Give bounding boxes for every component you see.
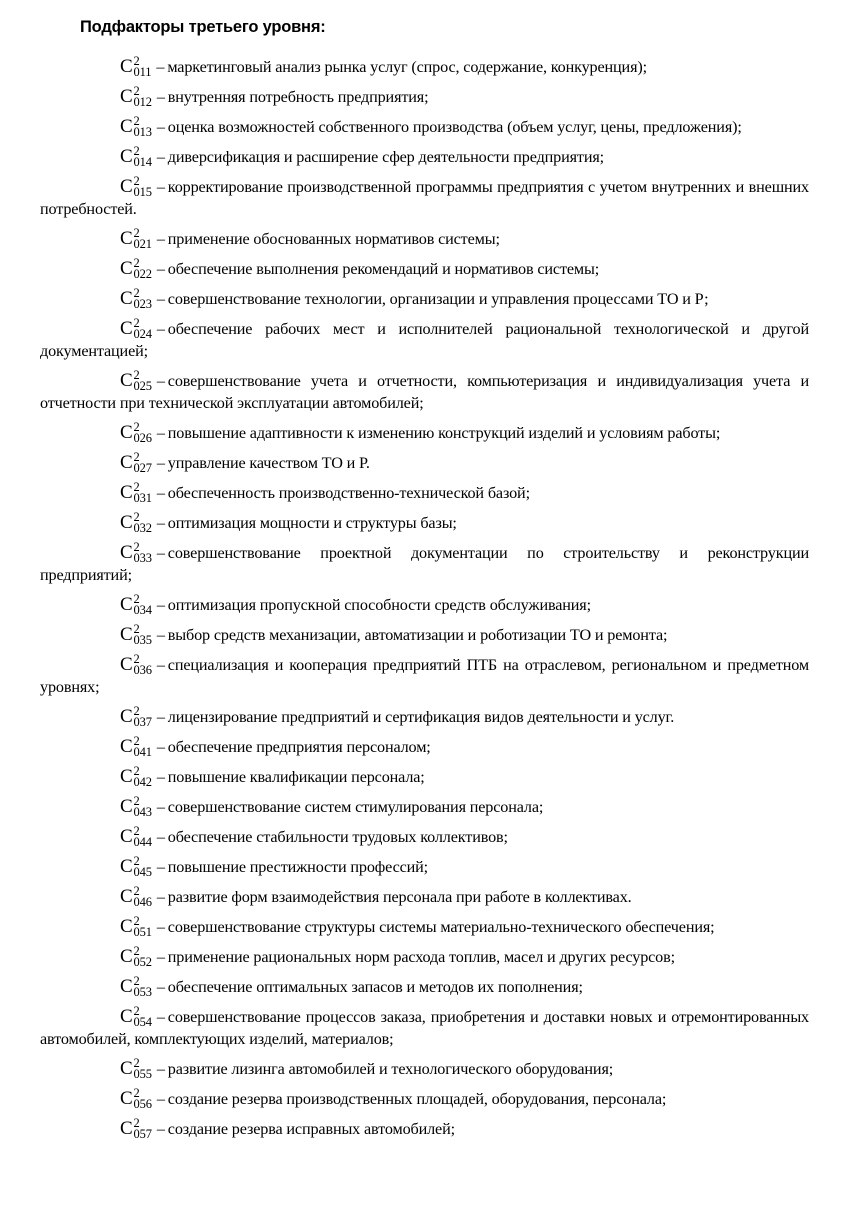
symbol-subscript: 041: [133, 745, 152, 759]
subfactor-text: корректирование производственной программы предприятия с учетом внутренних и внешних потребностей.: [40, 178, 809, 218]
symbol-subscript: 011: [133, 65, 152, 79]
symbol-superscript: 2: [133, 144, 140, 158]
subfactor-symbol: [80, 825, 152, 848]
symbol-subscript: 055: [133, 1067, 152, 1081]
symbol-letter: C: [120, 916, 133, 937]
subfactor-text: применение обоснованных нормативов системы;: [167, 230, 500, 248]
symbol-superscript: 2: [133, 256, 140, 270]
subfactor-entry: C 2 056 – создание резерва производственных площадей, оборудования, персонала;: [40, 1087, 809, 1110]
subfactor-entry: C 2 012 – внутренняя потребность предприятия;: [40, 85, 809, 108]
subfactor-symbol: [80, 705, 152, 728]
symbol-subscript: 051: [133, 925, 152, 939]
symbol-subscript: 042: [133, 775, 152, 789]
symbol-superscript: 2: [133, 1086, 140, 1100]
subfactor-text: диверсификация и расширение сфер деятельности предприятия;: [167, 148, 605, 166]
symbol-subscript: 052: [133, 955, 152, 969]
symbol-letter: C: [120, 796, 133, 817]
symbol-letter: C: [120, 542, 133, 563]
subfactor-text: совершенствование проектной документации по строительству и реконструкции предприятий;: [40, 544, 809, 584]
symbol-letter: C: [120, 826, 133, 847]
subfactor-text: оптимизация пропускной способности средств обслуживания;: [167, 596, 591, 614]
symbol-superscript: 2: [133, 1116, 140, 1130]
subfactor-entry: C 2 025 – совершенствование учета и отчетности, компьютеризация и индивидуализация учета и отчетности при технической эксплуатации автомобилей;: [40, 368, 809, 412]
symbol-superscript: 2: [133, 1056, 140, 1070]
subfactor-symbol: [80, 55, 151, 78]
symbol-letter: C: [120, 116, 133, 137]
subfactor-symbol: [80, 735, 152, 758]
subfactor-text: оценка возможностей собственного производства (объем услуг, цены, предложения);: [167, 118, 742, 136]
subfactor-text: специализация и кооперация предприятий ПТБ на отраслевом, региональном и предметном уровнях;: [40, 656, 809, 696]
symbol-subscript: 015: [133, 185, 152, 199]
symbol-subscript: 034: [133, 603, 152, 617]
symbol-letter: C: [120, 766, 133, 787]
symbol-superscript: 2: [133, 54, 140, 68]
subfactor-entry: C 2 041 – обеспечение предприятия персоналом;: [40, 735, 809, 758]
symbol-superscript: 2: [133, 510, 140, 524]
symbol-letter: C: [120, 176, 133, 197]
subfactor-symbol: [80, 795, 152, 818]
subfactor-symbol: [80, 511, 152, 534]
subfactor-entry: C 2 046 – развитие форм взаимодействия персонала при работе в коллективах.: [40, 885, 809, 908]
subfactor-text: обеспечение рабочих мест и исполнителей рациональной технологической и другой документацией;: [40, 320, 809, 360]
symbol-letter: C: [120, 370, 133, 391]
symbol-letter: C: [120, 886, 133, 907]
subfactor-entry: C 2 043 – совершенствование систем стимулирования персонала;: [40, 795, 809, 818]
symbol-subscript: 021: [133, 237, 152, 251]
symbol-superscript: 2: [133, 824, 140, 838]
subfactor-text: совершенствование учета и отчетности, компьютеризация и индивидуализация учета и отчетности при технической эксплуатации автомобилей;: [40, 372, 809, 412]
symbol-letter: C: [120, 1118, 133, 1139]
symbol-letter: C: [120, 624, 133, 645]
symbol-subscript: 037: [133, 715, 152, 729]
symbol-letter: C: [120, 482, 133, 503]
subfactor-symbol: [80, 481, 152, 504]
symbol-superscript: 2: [133, 368, 140, 382]
subfactor-text: совершенствование процессов заказа, приобретения и доставки новых и отремонтированных автомобилей, комплектующих изделий, материалов;: [40, 1008, 809, 1048]
subfactor-symbol: [80, 915, 152, 938]
symbol-superscript: 2: [133, 974, 140, 988]
symbol-subscript: 025: [133, 379, 152, 393]
subfactor-text: совершенствование систем стимулирования персонала;: [167, 798, 544, 816]
subfactor-symbol: [80, 765, 152, 788]
subfactor-entry: C 2 021 – применение обоснованных нормативов системы;: [40, 227, 809, 250]
symbol-subscript: 036: [133, 663, 152, 677]
subfactor-symbol: [80, 541, 152, 564]
subfactor-entry: C 2 042 – повышение квалификации персонала;: [40, 765, 809, 788]
symbol-letter: C: [120, 422, 133, 443]
subfactor-text: повышение квалификации персонала;: [167, 768, 425, 786]
symbol-letter: C: [120, 146, 133, 167]
symbol-letter: C: [120, 946, 133, 967]
subfactor-entry: C 2 011 – маркетинговый анализ рынка услуг (спрос, содержание, конкуренция);: [40, 55, 809, 78]
symbol-subscript: 022: [133, 267, 152, 281]
symbol-subscript: 057: [133, 1127, 152, 1141]
symbol-superscript: 2: [133, 592, 140, 606]
subfactor-text: совершенствование технологии, организации и управления процессами ТО и Р;: [167, 290, 709, 308]
subfactor-symbol: [80, 593, 152, 616]
subfactor-entry: C 2 013 – оценка возможностей собственного производства (объем услуг, цены, предложения);: [40, 115, 809, 138]
subfactor-entry: C 2 022 – обеспечение выполнения рекомендаций и нормативов системы;: [40, 257, 809, 280]
subfactor-text: обеспечение предприятия персоналом;: [167, 738, 431, 756]
symbol-subscript: 023: [133, 297, 152, 311]
subfactor-text: создание резерва исправных автомобилей;: [167, 1120, 455, 1138]
subfactor-symbol: [80, 945, 152, 968]
subfactor-entry: C 2 023 – совершенствование технологии, организации и управления процессами ТО и Р;: [40, 287, 809, 310]
symbol-superscript: 2: [133, 420, 140, 434]
subfactor-symbol: [80, 85, 152, 108]
subfactor-symbol: [80, 975, 152, 998]
subfactor-symbol: [80, 1005, 152, 1028]
subfactor-symbol: [80, 1087, 152, 1110]
symbol-subscript: 014: [133, 155, 152, 169]
symbol-subscript: 013: [133, 125, 152, 139]
subfactor-text: применение рациональных норм расхода топлив, масел и других ресурсов;: [167, 948, 675, 966]
subfactor-symbol: [80, 1057, 152, 1080]
subfactor-entry: C 2 015 – корректирование производственной программы предприятия с учетом внутренних и внешних потребностей.: [40, 174, 809, 218]
subfactor-symbol: [80, 175, 152, 198]
subfactor-text: обеспеченность производственно-технической базой;: [167, 484, 530, 502]
symbol-superscript: 2: [133, 480, 140, 494]
symbol-subscript: 054: [133, 1015, 152, 1029]
subfactor-symbol: [80, 227, 152, 250]
subfactor-list: [40, 55, 809, 1140]
subfactor-entry: C 2 031 – обеспеченность производственно-технической базой;: [40, 481, 809, 504]
subfactor-symbol: [80, 885, 152, 908]
symbol-letter: C: [120, 1088, 133, 1109]
subfactor-text: лицензирование предприятий и сертификация видов деятельности и услуг.: [167, 708, 675, 726]
subfactor-symbol: [80, 317, 152, 340]
symbol-letter: C: [120, 1058, 133, 1079]
symbol-letter: C: [120, 86, 133, 107]
symbol-subscript: 046: [133, 895, 152, 909]
symbol-superscript: 2: [133, 1004, 140, 1018]
symbol-subscript: 045: [133, 865, 152, 879]
symbol-letter: C: [120, 512, 133, 533]
subfactor-entry: C 2 052 – применение рациональных норм расхода топлив, масел и других ресурсов;: [40, 945, 809, 968]
subfactor-symbol: [80, 115, 152, 138]
symbol-letter: C: [120, 288, 133, 309]
subfactor-entry: C 2 057 – создание резерва исправных автомобилей;: [40, 1117, 809, 1140]
subfactor-symbol: [80, 287, 152, 310]
symbol-letter: C: [120, 654, 133, 675]
symbol-subscript: 043: [133, 805, 152, 819]
subfactor-text: оптимизация мощности и структуры базы;: [167, 514, 457, 532]
symbol-superscript: 2: [133, 226, 140, 240]
subfactor-symbol: [80, 623, 152, 646]
symbol-superscript: 2: [133, 84, 140, 98]
symbol-superscript: 2: [133, 854, 140, 868]
subfactor-symbol: [80, 451, 152, 474]
symbol-superscript: 2: [133, 884, 140, 898]
subfactor-entry: C 2 033 – совершенствование проектной документации по строительству и реконструкции предприятий;: [40, 540, 809, 584]
subfactor-text: совершенствование структуры системы материально-технического обеспечения;: [167, 918, 715, 936]
subfactor-text: обеспечение выполнения рекомендаций и нормативов системы;: [167, 260, 600, 278]
subfactor-entry: C 2 037 – лицензирование предприятий и сертификация видов деятельности и услуг.: [40, 705, 809, 728]
subfactor-entry: C 2 045 – повышение престижности профессий;: [40, 855, 809, 878]
subfactor-entry: C 2 054 – совершенствование процессов заказа, приобретения и доставки новых и отремонтированных автомобилей, комплектующих изделий, материалов;: [40, 1004, 809, 1048]
symbol-subscript: 032: [133, 521, 152, 535]
subfactor-entry: C 2 051 – совершенствование структуры системы материально-технического обеспечения;: [40, 915, 809, 938]
symbol-letter: C: [120, 318, 133, 339]
symbol-superscript: 2: [133, 734, 140, 748]
subfactor-symbol: [80, 1117, 152, 1140]
subfactor-text: маркетинговый анализ рынка услуг (спрос, содержание, конкуренция);: [167, 58, 647, 76]
symbol-subscript: 024: [133, 327, 152, 341]
symbol-subscript: 033: [133, 551, 152, 565]
subfactor-entry: C 2 055 – развитие лизинга автомобилей и технологического оборудования;: [40, 1057, 809, 1080]
subfactor-symbol: [80, 421, 152, 444]
subfactor-text: выбор средств механизации, автоматизации и роботизации ТО и ремонта;: [167, 626, 668, 644]
symbol-letter: C: [120, 228, 133, 249]
subfactor-entry: C 2 034 – оптимизация пропускной способности средств обслуживания;: [40, 593, 809, 616]
section-heading: Подфакторы третьего уровня:: [80, 18, 326, 36]
symbol-superscript: 2: [133, 704, 140, 718]
subfactor-text: создание резерва производственных площадей, оборудования, персонала;: [167, 1090, 667, 1108]
symbol-superscript: 2: [133, 914, 140, 928]
subfactor-symbol: [80, 369, 152, 392]
symbol-letter: C: [120, 856, 133, 877]
subfactor-entry: C 2 044 – обеспечение стабильности трудовых коллективов;: [40, 825, 809, 848]
symbol-superscript: 2: [133, 944, 140, 958]
subfactor-entry: C 2 053 – обеспечение оптимальных запасов и методов их пополнения;: [40, 975, 809, 998]
subfactor-symbol: [80, 145, 152, 168]
subfactor-text: повышение адаптивности к изменению конструкций изделий и условиям работы;: [167, 424, 721, 442]
subfactor-text: управление качеством ТО и Р.: [167, 454, 370, 472]
symbol-subscript: 035: [133, 633, 152, 647]
symbol-subscript: 044: [133, 835, 152, 849]
symbol-letter: C: [120, 594, 133, 615]
symbol-superscript: 2: [133, 174, 140, 188]
symbol-subscript: 031: [133, 491, 152, 505]
symbol-superscript: 2: [133, 450, 140, 464]
subfactor-entry: C 2 035 – выбор средств механизации, автоматизации и роботизации ТО и ремонта;: [40, 623, 809, 646]
subfactor-entry: C 2 036 – специализация и кооперация предприятий ПТБ на отраслевом, региональном и предметном уровнях;: [40, 652, 809, 696]
symbol-subscript: 056: [133, 1097, 152, 1111]
symbol-superscript: 2: [133, 540, 140, 554]
symbol-superscript: 2: [133, 286, 140, 300]
subfactor-entry: C 2 032 – оптимизация мощности и структуры базы;: [40, 511, 809, 534]
symbol-letter: C: [120, 258, 133, 279]
subfactor-symbol: [80, 653, 152, 676]
symbol-superscript: 2: [133, 764, 140, 778]
subfactor-entry: C 2 024 – обеспечение рабочих мест и исполнителей рациональной технологической и другой документацией;: [40, 316, 809, 360]
subfactor-symbol: [80, 855, 152, 878]
subfactor-text: развитие лизинга автомобилей и технологического оборудования;: [167, 1060, 614, 1078]
symbol-letter: C: [120, 736, 133, 757]
symbol-superscript: 2: [133, 114, 140, 128]
subfactor-text: повышение престижности профессий;: [167, 858, 429, 876]
subfactor-symbol: [80, 257, 152, 280]
symbol-superscript: 2: [133, 622, 140, 636]
symbol-superscript: 2: [133, 316, 140, 330]
symbol-subscript: 053: [133, 985, 152, 999]
symbol-superscript: 2: [133, 794, 140, 808]
symbol-letter: C: [120, 976, 133, 997]
symbol-subscript: 012: [133, 95, 152, 109]
symbol-superscript: 2: [133, 652, 140, 666]
symbol-letter: C: [120, 56, 133, 77]
subfactor-entry: C 2 026 – повышение адаптивности к изменению конструкций изделий и условиям работы;: [40, 421, 809, 444]
symbol-subscript: 026: [133, 431, 152, 445]
subfactor-entry: C 2 014 – диверсификация и расширение сфер деятельности предприятия;: [40, 145, 809, 168]
subfactor-text: обеспечение стабильности трудовых коллективов;: [167, 828, 508, 846]
symbol-letter: C: [120, 1006, 133, 1027]
symbol-letter: C: [120, 452, 133, 473]
subfactor-entry: C 2 027 – управление качеством ТО и Р.: [40, 451, 809, 474]
subfactor-text: внутренняя потребность предприятия;: [167, 88, 429, 106]
symbol-letter: C: [120, 706, 133, 727]
symbol-subscript: 027: [133, 461, 152, 475]
subfactor-text: развитие форм взаимодействия персонала при работе в коллективах.: [167, 888, 632, 906]
subfactor-text: обеспечение оптимальных запасов и методов их пополнения;: [167, 978, 583, 996]
